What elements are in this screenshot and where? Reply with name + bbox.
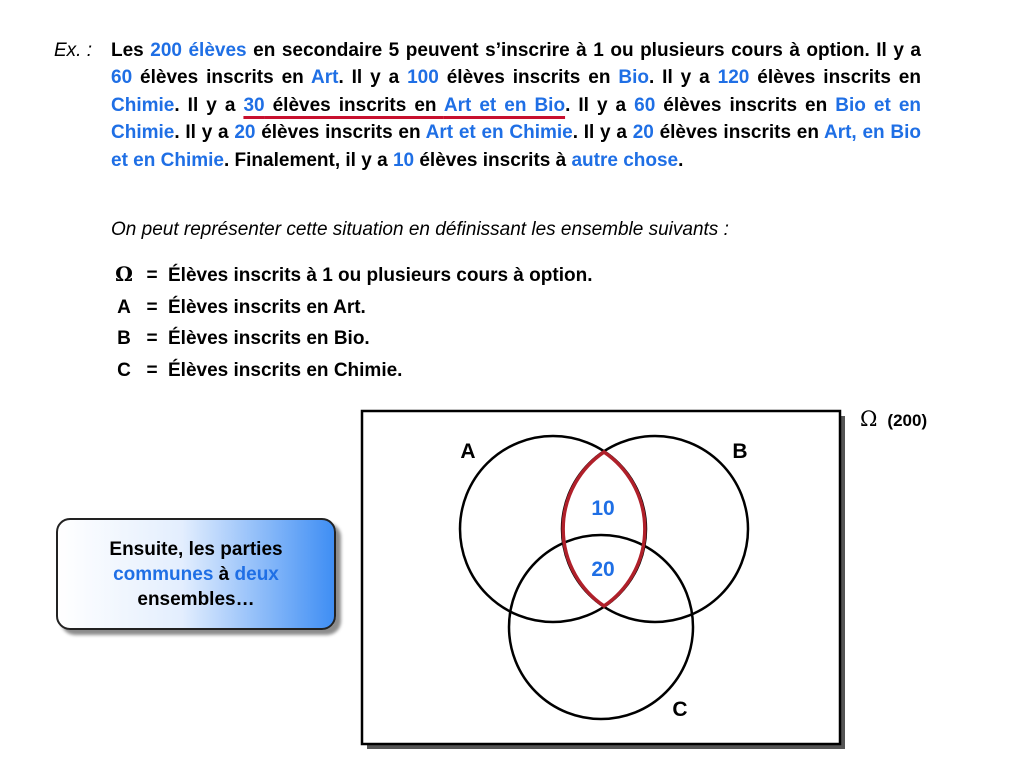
- def-text: Élèves inscrits en Art.: [168, 296, 366, 318]
- def-equals: =: [146, 265, 158, 286]
- label-a: A: [460, 440, 476, 463]
- def-text: Élèves inscrits en Bio.: [168, 328, 370, 349]
- label-b: B: [732, 440, 748, 463]
- underlined-phrase: 30 élèves inscrits en Art et en Bio: [243, 94, 566, 116]
- def-symbol: A: [117, 296, 131, 318]
- universe-count: (200): [887, 411, 928, 430]
- def-text: Élèves inscrits à 1 ou plusieurs cours à option.: [168, 265, 593, 286]
- def-symbol: B: [117, 328, 131, 349]
- intro-text: On peut représenter cette situation en définissant les ensemble suivants :: [111, 219, 729, 240]
- def-equals: =: [146, 328, 158, 349]
- def-text: Élèves inscrits en Chimie.: [168, 359, 403, 381]
- problem-statement: Les 200 élèves en secondaire 5 peuvent s’inscrire à 1 ou plusieurs cours à option. Il y a 60 élèves inscrits en Art. Il y a 100 élèves inscrits en Bio. Il y a 120 élèves inscrits en Chimie. Il y a 30 élèves inscrits en Art et en Bio. Il y a 60 élèves inscrits en Bio et en Chimie. Il y a 20 élèves inscrits en Art et en Chimie. Il y a 20 élèves inscrits en Art, en Bio et en Chimie. Finalement, il y a 10 élèves inscrits à autre chose.: [111, 40, 921, 171]
- value-ab-only: 10: [591, 497, 615, 520]
- def-equals: =: [146, 359, 158, 381]
- def-equals: =: [146, 296, 158, 318]
- def-symbol: C: [117, 359, 131, 381]
- omega-symbol: Ω: [860, 407, 878, 431]
- label-c: C: [672, 698, 688, 721]
- callout-box: [56, 518, 336, 630]
- def-symbol: Ω: [115, 262, 133, 286]
- example-label: Ex. :: [54, 40, 93, 61]
- value-abc: 20: [591, 558, 615, 581]
- callout-text: Ensuite, les parties communes à deux ensembles…: [109, 538, 283, 610]
